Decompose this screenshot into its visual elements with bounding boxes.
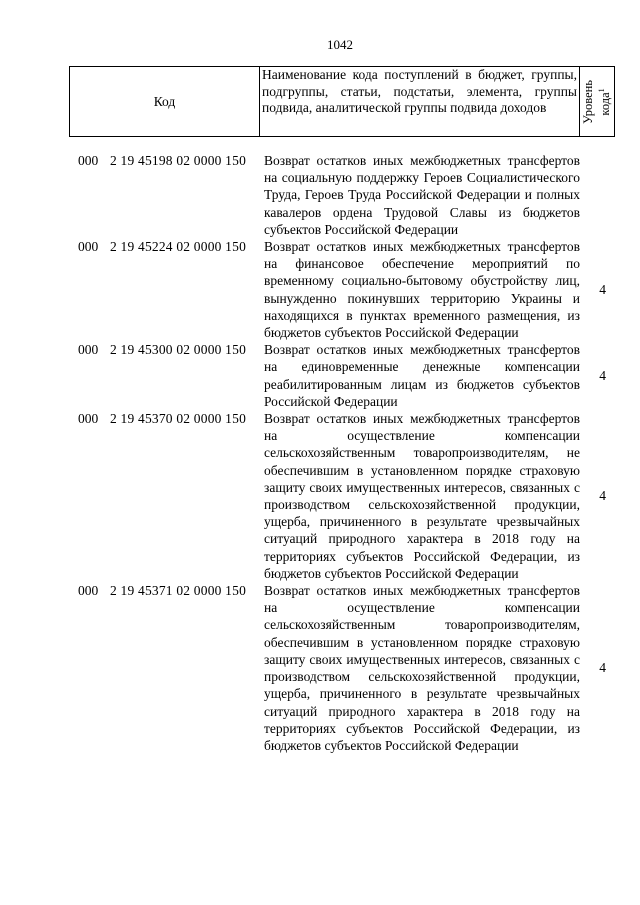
- row-revenue-code: 2 19 45198 02 0000 150: [110, 153, 247, 168]
- row-level: 4: [599, 368, 606, 384]
- header-level-rotated: [582, 79, 612, 123]
- table-row: [78, 341, 608, 410]
- header-code: Код: [70, 67, 260, 136]
- table-row: [78, 152, 608, 238]
- row-name: Возврат остатков иных межбюджетных трансфертов на единовременные денежные компенсации реабилитированным лицам из бюджетов субъектов Российской Федерации: [264, 342, 580, 409]
- row-level: 4: [599, 282, 606, 298]
- row-revenue-code: 2 19 45371 02 0000 150: [110, 583, 247, 599]
- row-revenue-code: 2 19 45370 02 0000 150: [110, 411, 247, 427]
- row-name: Возврат остатков иных межбюджетных трансфертов на осуществление компенсации сельскохозяйственным товаропроизводителям, обеспечившим в установленном порядке страховую защиту своих имущественных интересов, связанных с производством сельскохозяйственной продукции, ущерба, причиненного в результате чрезвычайных ситуаций природного характера в 2018 году на территориях субъектов Российской Федерации, из бюджетов субъектов Российской Федерации: [264, 583, 580, 753]
- row-level: 4: [599, 660, 606, 676]
- table-row: [78, 582, 608, 754]
- header-name: Наименование кода поступлений в бюджет, группы, подгруппы, статьи, подстатьи, элемента, группы подвида, аналитической группы подвида доходов: [260, 67, 580, 136]
- table-row: [78, 410, 608, 582]
- row-level: 4: [599, 488, 606, 504]
- header-level-word: Уровень: [580, 79, 595, 124]
- table-row: [78, 238, 608, 341]
- row-level: [580, 152, 608, 238]
- row-name: Возврат остатков иных межбюджетных трансфертов на осуществление компенсации сельскохозяйственным товаропроизводителям, не обеспечившим в установленном порядке страховую защиту своих имущественных интересов, связанных с производством сельскохозяйственной продукции, ущерба, причиненного в результате чрезвычайных ситуаций природного характера в 2018 году на территориях субъектов Российской Федерации, из бюджетов субъектов Российской Федерации: [264, 411, 580, 581]
- row-admin-code: 000: [78, 239, 99, 255]
- row-revenue-code: 2 19 45224 02 0000 150: [110, 239, 247, 255]
- row-admin-code: 000: [78, 583, 99, 599]
- header-level-word2: кода: [598, 91, 613, 116]
- row-admin-code: 000: [78, 342, 99, 358]
- header-level-footnote: 1: [596, 87, 606, 92]
- code-table-body: [78, 152, 608, 754]
- table-header: [69, 66, 615, 137]
- row-admin-code: 000: [78, 153, 99, 168]
- row-name: Возврат остатков иных межбюджетных трансфертов на финансовое обеспечение мероприятий по временному социально-бытовому обустройству лиц, вынужденно покинувших территорию Украины и находящихся в пунктах временного размещения, из бюджетов субъектов Российской Федерации: [264, 239, 580, 341]
- row-name: Возврат остатков иных межбюджетных трансфертов на социальную поддержку Героев Социалистического Труда, Героев Труда Российской Федерации и полных кавалеров ордена Трудовой Славы из бюджетов субъектов Российской Федерации: [264, 153, 580, 237]
- header-level: [580, 67, 614, 136]
- row-revenue-code: 2 19 45300 02 0000 150: [110, 342, 247, 358]
- page-number: 1042: [327, 37, 353, 52]
- row-admin-code: 000: [78, 411, 99, 427]
